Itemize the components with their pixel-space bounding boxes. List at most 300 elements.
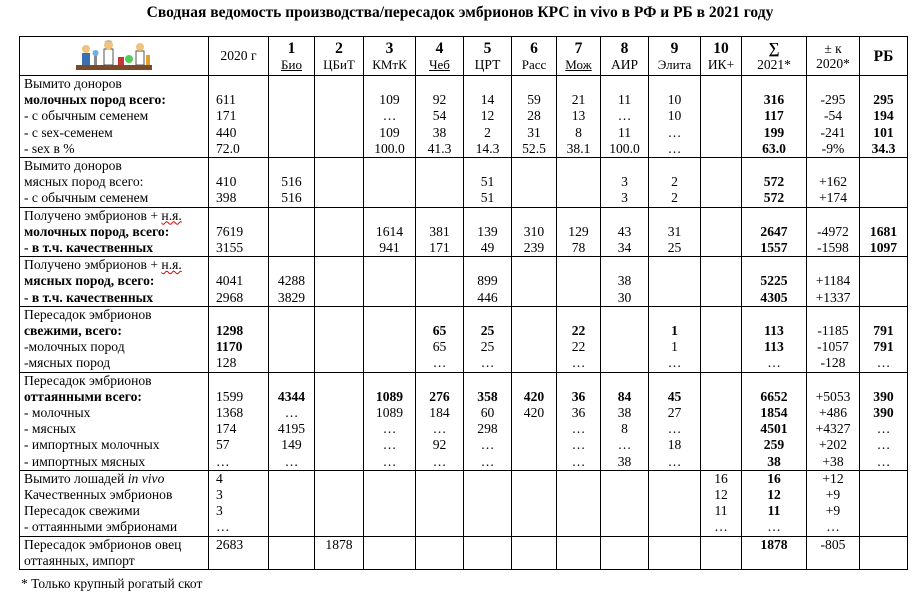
value: [315, 437, 363, 453]
cell-diff: [807, 158, 860, 208]
cell-c1: [269, 158, 315, 208]
cell-c1: [269, 306, 315, 372]
value: 12: [714, 487, 728, 503]
value: [315, 307, 363, 323]
value: 572: [763, 190, 785, 206]
cell-rb: [860, 372, 908, 470]
row-label: Пересадок эмбрионов: [24, 306, 152, 322]
cell-sum: [742, 76, 807, 158]
value: [416, 257, 463, 273]
value: [464, 519, 511, 535]
value: [649, 487, 700, 503]
value: …: [382, 421, 397, 437]
value: [269, 224, 314, 240]
value: [512, 339, 556, 355]
value: [557, 471, 600, 487]
value: [860, 76, 907, 92]
value: [860, 190, 907, 206]
value: [315, 257, 363, 273]
value: [416, 158, 463, 174]
value: [701, 355, 741, 371]
value: 65: [432, 323, 447, 339]
cell-c2: [315, 536, 364, 569]
value: 92: [432, 92, 447, 108]
value: [512, 273, 556, 289]
value: …: [667, 124, 682, 140]
cell-rb: [860, 257, 908, 307]
value: [416, 373, 463, 389]
value: 149: [281, 437, 302, 453]
value: …: [284, 405, 299, 421]
value: [557, 158, 600, 174]
cell-c9: [649, 158, 701, 208]
row-label: - в т.ч. качественных: [24, 289, 154, 305]
value: 12: [480, 108, 495, 124]
cell-c6: [512, 257, 557, 307]
value: [860, 519, 907, 535]
value: 36: [571, 405, 586, 421]
logo-cell: [20, 37, 209, 76]
cell-c2: [315, 207, 364, 257]
value: 199: [763, 124, 785, 140]
value: 3829: [277, 289, 306, 305]
value: +38: [822, 453, 844, 469]
cell-sum: [742, 158, 807, 208]
value: [701, 273, 741, 289]
value: 4195: [277, 421, 306, 437]
value: 28: [527, 108, 541, 124]
cell-c7: [557, 257, 601, 307]
cell-c8: [601, 158, 649, 208]
col-6-header: 6 Расс: [512, 37, 557, 76]
cell-c5: [464, 76, 512, 158]
value: [269, 257, 314, 273]
value: [315, 224, 363, 240]
value: 65: [432, 339, 447, 355]
value: [860, 208, 907, 224]
value: [216, 208, 265, 224]
col-rb-header: РБ: [860, 37, 908, 76]
value: 11: [714, 503, 728, 519]
value: …: [876, 355, 891, 371]
cell-c8: [601, 257, 649, 307]
cell-c1: [269, 76, 315, 158]
value: [416, 307, 463, 323]
value: 791: [873, 323, 894, 339]
value: 4288: [277, 273, 306, 289]
value: [557, 373, 600, 389]
cell-rb: [860, 158, 908, 208]
value: 1097: [869, 240, 898, 255]
value: …: [382, 453, 397, 469]
cell-sum: [742, 372, 807, 470]
value: [701, 158, 741, 174]
value: 34.3: [871, 140, 896, 156]
cell-c3: [364, 158, 416, 208]
value: [269, 373, 314, 389]
value: [701, 405, 741, 421]
cell-c6: [512, 536, 557, 569]
value: [557, 537, 600, 553]
col-1-header: 1 Био: [269, 37, 315, 76]
value: …: [667, 355, 682, 371]
value: [315, 553, 363, 569]
value: [315, 125, 363, 141]
value: [860, 503, 907, 519]
value: [742, 158, 806, 174]
row-label: -молочных пород: [24, 339, 125, 355]
value: 38: [767, 453, 781, 469]
value: [464, 471, 511, 487]
value: +486: [818, 405, 848, 421]
cell-c4: [416, 76, 464, 158]
cell-y2020: [209, 257, 269, 307]
cell-c1: [269, 257, 315, 307]
value: [315, 76, 363, 92]
value: [701, 290, 741, 306]
row-label: - в т.ч. качественных: [24, 240, 154, 256]
value: -128: [820, 355, 846, 371]
value: [315, 92, 363, 108]
value: [512, 323, 556, 339]
row-label: Вымито доноров: [24, 158, 122, 174]
value: [701, 141, 741, 157]
value: [512, 355, 556, 371]
value: 38.1: [566, 140, 591, 156]
value: [512, 503, 556, 519]
value: [269, 355, 314, 371]
value: …: [216, 453, 230, 469]
value: 16: [767, 470, 781, 486]
value: [315, 519, 363, 535]
value: 109: [379, 92, 400, 108]
value: [315, 471, 363, 487]
value: [512, 437, 556, 453]
value: 18: [667, 437, 682, 453]
value: [416, 290, 463, 306]
value: 171: [216, 108, 237, 124]
cell-c2: [315, 257, 364, 307]
value: …: [826, 519, 840, 535]
cell-c9: [649, 470, 701, 536]
value: [701, 76, 741, 92]
value: [364, 273, 415, 289]
value: 310: [523, 223, 545, 239]
value: [464, 503, 511, 519]
value: …: [432, 453, 447, 469]
row-labels: [20, 207, 209, 257]
row-label: - с sex-семенем: [24, 124, 113, 140]
value: 3: [216, 503, 223, 519]
value: +1184: [815, 273, 851, 289]
value: [315, 208, 363, 224]
cell-c3: [364, 306, 416, 372]
value: …: [617, 437, 632, 453]
cell-rb: [860, 76, 908, 158]
value: 899: [477, 273, 498, 289]
cell-c7: [557, 158, 601, 208]
value: [269, 519, 314, 535]
value: [701, 373, 741, 389]
value: 1854: [760, 405, 788, 421]
value: [464, 307, 511, 323]
cell-c10: [701, 207, 742, 257]
value: …: [432, 355, 447, 371]
value: [649, 307, 700, 323]
col-8-header: 8 АИР: [601, 37, 649, 76]
value: …: [571, 421, 586, 437]
value: …: [876, 437, 891, 453]
value: 128: [216, 355, 237, 371]
row-label: Пересадок свежими: [24, 503, 140, 519]
value: [464, 373, 511, 389]
value: [701, 421, 741, 437]
value: 25: [480, 339, 495, 355]
section-row: [20, 76, 908, 158]
cell-sum: [742, 470, 807, 536]
cell-c5: [464, 257, 512, 307]
value: [807, 76, 859, 92]
value: 1089: [375, 405, 404, 421]
value: 13: [571, 108, 586, 124]
value: [701, 240, 741, 256]
value: 316: [763, 92, 785, 108]
cell-c9: [649, 207, 701, 257]
cell-c9: [649, 536, 701, 569]
value: [315, 454, 363, 470]
value: [557, 519, 600, 535]
value: 100.0: [609, 140, 640, 156]
value: [364, 76, 415, 92]
value: [557, 290, 600, 306]
value: [315, 158, 363, 174]
cell-diff: [807, 257, 860, 307]
cell-c6: [512, 158, 557, 208]
cell-c4: [416, 372, 464, 470]
value: [416, 76, 463, 92]
cell-c6: [512, 76, 557, 158]
value: [315, 487, 363, 503]
value: 420: [523, 405, 545, 421]
col-3-header: 3 КМтК: [364, 37, 416, 76]
value: 11: [767, 503, 781, 519]
value: 4305: [760, 289, 788, 305]
row-label: Получено эмбрионов + н.я.: [24, 207, 182, 223]
value: 4: [216, 470, 223, 486]
cell-c4: [416, 158, 464, 208]
value: [364, 323, 415, 339]
value: [807, 158, 859, 174]
cell-c2: [315, 76, 364, 158]
value: [464, 537, 511, 553]
value: [601, 537, 648, 553]
value: [216, 307, 265, 323]
value: [860, 553, 907, 569]
value: 2: [484, 124, 491, 140]
value: [701, 257, 741, 273]
value: [807, 553, 859, 569]
value: 101: [873, 124, 894, 140]
value: [649, 290, 700, 306]
value: 22: [571, 339, 586, 355]
cell-c3: [364, 76, 416, 158]
value: 1878: [760, 536, 788, 552]
value: [701, 389, 741, 405]
cell-diff: [807, 76, 860, 158]
section-row: [20, 470, 908, 536]
row-label: Пересадок эмбрионов: [24, 372, 152, 388]
value: [512, 174, 556, 190]
value: 22: [571, 323, 586, 339]
value: …: [382, 437, 397, 453]
value: 14: [480, 92, 495, 108]
cell-c10: [701, 76, 742, 158]
cell-y2020: [209, 306, 269, 372]
cell-c6: [512, 372, 557, 470]
row-label: Качественных эмбрионов: [24, 487, 173, 503]
row-labels: [20, 470, 209, 536]
cell-rb: [860, 207, 908, 257]
value: [315, 373, 363, 389]
cell-c5: [464, 536, 512, 569]
value: 390: [873, 405, 894, 421]
value: [315, 141, 363, 157]
cell-c7: [557, 306, 601, 372]
value: [649, 257, 700, 273]
cell-rb: [860, 470, 908, 536]
value: [416, 190, 463, 206]
cell-diff: [807, 536, 860, 569]
value: [860, 373, 907, 389]
value: [416, 537, 463, 553]
cell-c5: [464, 372, 512, 470]
value: 38: [617, 273, 632, 289]
value: [601, 323, 648, 339]
value: [601, 373, 648, 389]
value: -241: [820, 124, 846, 140]
value: 27: [667, 405, 682, 421]
value: 7619: [216, 223, 244, 239]
value: 38: [432, 124, 447, 140]
value: …: [571, 453, 586, 469]
value: [601, 471, 648, 487]
page-title: Сводная ведомость производства/пересадок эмбрионов КРС in vivo в РФ и РБ в 2021 году: [146, 4, 774, 21]
value: 2647: [760, 223, 788, 239]
cell-diff: [807, 470, 860, 536]
value: [512, 208, 556, 224]
value: [512, 519, 556, 535]
value: [269, 125, 314, 141]
value: 113: [764, 339, 784, 355]
value: 2: [671, 174, 678, 190]
value: 171: [429, 240, 450, 255]
cell-c6: [512, 207, 557, 257]
cell-c10: [701, 306, 742, 372]
value: [649, 76, 700, 92]
row-label: молочных пород, всего:: [24, 223, 170, 239]
value: [364, 355, 415, 371]
row-label: - мясных: [24, 421, 77, 437]
value: [269, 307, 314, 323]
value: [807, 257, 859, 273]
value: +9: [825, 503, 841, 519]
value: -1057: [817, 339, 849, 355]
value: [807, 307, 859, 323]
value: -9%: [821, 140, 845, 156]
row-labels: [20, 76, 209, 158]
value: 5225: [760, 273, 788, 289]
row-label: - молочных: [24, 405, 91, 421]
value: 21: [571, 92, 586, 108]
value: [701, 553, 741, 569]
value: [649, 373, 700, 389]
cell-c9: [649, 76, 701, 158]
value: [216, 257, 265, 273]
cell-c8: [601, 207, 649, 257]
value: [512, 158, 556, 174]
value: [860, 537, 907, 553]
value: [601, 307, 648, 323]
row-label: свежими, всего:: [24, 323, 122, 339]
value: [364, 158, 415, 174]
value: 51: [480, 174, 495, 190]
cell-c5: [464, 158, 512, 208]
value: 1: [671, 339, 678, 355]
row-labels: [20, 372, 209, 470]
value: …: [767, 519, 781, 535]
value: 1298: [216, 323, 244, 339]
cell-c2: [315, 470, 364, 536]
cell-c3: [364, 207, 416, 257]
value: [649, 471, 700, 487]
value: 78: [571, 240, 586, 255]
value: [742, 373, 806, 389]
value: [416, 471, 463, 487]
value: [512, 307, 556, 323]
col-9-header: 9 Элита: [649, 37, 701, 76]
value: [364, 503, 415, 519]
row-label: Вымито лошадей in vivo: [24, 470, 165, 486]
value: [601, 257, 648, 273]
value: [464, 257, 511, 273]
cell-c5: [464, 207, 512, 257]
row-labels: [20, 158, 209, 208]
value: 2683: [216, 536, 244, 552]
value: 25: [480, 323, 495, 339]
value: 390: [873, 388, 894, 404]
value: [557, 76, 600, 92]
cell-diff: [807, 306, 860, 372]
value: 1170: [216, 339, 243, 355]
cell-c9: [649, 306, 701, 372]
value: 1878: [325, 536, 353, 552]
cell-c1: [269, 470, 315, 536]
value: [860, 273, 907, 289]
section-row: [20, 536, 908, 569]
value: -4972: [817, 223, 849, 239]
cell-y2020: [209, 207, 269, 257]
value: …: [617, 108, 632, 124]
value: 3: [216, 487, 223, 503]
value: [315, 190, 363, 206]
value: -54: [823, 108, 843, 124]
value: 2968: [216, 289, 244, 305]
value: 52.5: [522, 140, 546, 156]
value: 129: [568, 223, 589, 239]
value: 298: [477, 421, 498, 437]
row-label: мясных пород, всего:: [24, 273, 155, 289]
value: +202: [818, 437, 848, 453]
